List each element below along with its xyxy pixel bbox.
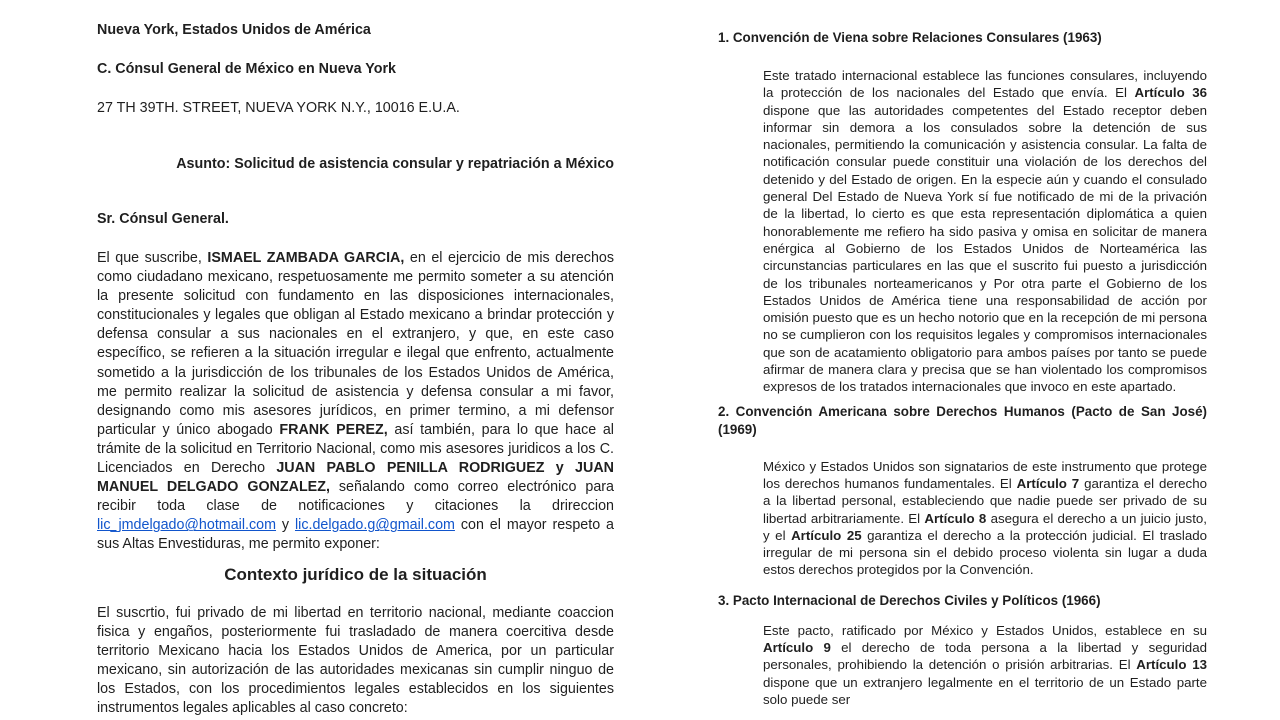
text-run: ISMAEL ZAMBADA GARCIA,	[207, 250, 405, 266]
text-run: así también, para lo que hace al trámite de la solicitud en Territorio Nacional, como mis asesores juridicos a los C. Licenciados en Derecho	[97, 421, 614, 477]
text-run: El que suscribe,	[97, 250, 208, 266]
text-run: Artículo 8	[924, 510, 987, 526]
instrument-heading-2: 2. Convención Americana sobre Derechos Humanos (Pacto de San José) (1969)	[718, 403, 1207, 437]
intro-paragraph	[97, 249, 614, 555]
instrument-heading-1: 1. Convención de Viena sobre Relaciones Consulares (1963)	[718, 30, 1102, 45]
text-run: dispone que un extranjero legalmente en el territorio de un Estado parte solo puede ser	[763, 674, 1207, 707]
recipient-line: C. Cónsul General de México en Nueva York	[97, 61, 397, 77]
email-link[interactable]: lic.delgado.g@gmail.com	[294, 517, 455, 534]
context-paragraph	[97, 604, 614, 719]
text-run: Artículo 13	[1136, 657, 1207, 673]
address-line: 27 TH 39TH. STREET, NUEVA YORK N.Y., 10016 E.U.A.	[97, 100, 460, 116]
text-run: Artículo 36	[1134, 85, 1207, 101]
text-run: garantiza el derecho a la protección judicial. El traslado irregular de mi persona sin el debido proceso violenta sin lugar a duda estos derechos protegidos por la Convención.	[763, 527, 1208, 578]
text-run: asegura el derecho a un juicio justo, y el	[763, 510, 1207, 543]
instrument-heading-3: 3. Pacto Internacional de Derechos Civiles y Políticos (1966)	[718, 592, 1101, 608]
salutation-line: Sr. Cónsul General.	[97, 211, 229, 227]
text-run: y	[276, 517, 295, 534]
text-run: el derecho de toda persona a la libertad y seguridad personales, prohibiendo la detención o prisión arbitrarias. El	[763, 640, 1207, 673]
instrument-paragraph-2	[763, 458, 1207, 579]
city-line: Nueva York, Estados Unidos de América	[97, 22, 371, 38]
section-heading: Contexto jurídico de la situación	[224, 564, 487, 584]
instrument-paragraph-1	[763, 67, 1207, 396]
letter-page-right	[718, 29, 1207, 708]
text-run: Artículo 25	[791, 527, 862, 543]
letter-page-left	[97, 21, 614, 718]
text-run: JUAN PABLO PENILLA RODRIGUEZ y JUAN MANUEL DELGADO GONZALEZ,	[97, 460, 614, 496]
text-run: dispone que las autoridades competentes del Estado receptor deben informar sin demora a los consulados sobre la detención de sus nacionales, permitiendo la comunicación y asistencia consular. La falta de notificación consular puede constituir una violación de los derechos del detenido y del Estado de origen. En la especie aún y cuando el consulado general Del Estado de Nueva York sí fue notificado de mi de la privación de la libertad, lo cierto es que esta representación diplomática a quien honorablemente me refiero ha sido pasiva y omisa en solicitar de manera enérgica al Gobierno de los Estados Unidos de Norteamérica las circunstancias particulares en las que el suscrito fui puesto a jurisdicción de los tribunales norteamericanos y Por otra parte el Gobierno de los Estados Unidos de América tiene una responsabilidad de acción por omisión puesto que es un hecho notorio que en la recepción de mi persona no se cumplieron con los requisitos legales y compromisos internacionales que son de acatamiento obligatorio para ambos países por tanto se puede afirmar de manera clara y precisa que se han violentado los compromisos expresos de los tratados internacionales que invoco en este apartado.	[763, 102, 1207, 395]
email-link[interactable]: lic_jmdelgado@hotmail.com	[97, 517, 277, 534]
text-run: Artículo 9	[763, 640, 831, 656]
text-run: FRANK PEREZ,	[279, 421, 388, 438]
text-run: garantiza el derecho a la libertad personal, estableciendo que nadie puede ser privado de su libertad arbitrariamente. El	[763, 475, 1207, 526]
text-run: con el mayor respeto a sus Altas Envestiduras, me permito exponer:	[97, 517, 615, 553]
text-run: Artículo 7	[1016, 475, 1080, 491]
instrument-paragraph-3	[763, 622, 1207, 708]
text-run: El suscrtio, fui privado de mi libertad en territorio nacional, mediante coaccion fisica y engaños, posteriormente fui trasladado de manera coercitiva desde territorio Mexicano hacia los Estados Unidos de America, por un particular mexicano, sin autorización de las autoridades mexicanas sin cumplir ninguo de los Estados, con los procedimientos legales establecidos en los siguientes instrumentos legales aplicables al caso concreto:	[97, 604, 614, 716]
text-run: señalando como correo electrónico para recibir toda clase de notificaciones y citaciones la drireccion	[97, 479, 614, 515]
text-run: Este tratado internacional establece las funciones consulares, incluyendo la protección de los nacionales del Estado que envía. El	[763, 68, 1207, 101]
text-run: Este pacto, ratificado por México y Estados Unidos, establece en su	[763, 622, 1207, 638]
text-run: en el ejercicio de mis derechos como ciudadano mexicano, respetuosamente me permito someter a su atención la presente solicitud con fundamento en las disposiciones internacionales, constitucionales y legales que obligan al Estado mexicano a brindar protección y defensa consular a sus nacionales en el extranjero, y que, en este caso específico, se refieren a la situación irregular e ilegal que enfrento, actualmente sometido a la jurisdicción de los tribunales de los Estados Unidos de América, me permito realizar la solicitud de asistencia y defensa consular a mi favor, designando como mis asesores jurídicos, en primer termino, a mi defensor particular y único abogado	[97, 250, 614, 438]
text-run: México y Estados Unidos son signatarios de este instrumento que protege los derechos humanos fundamentales. El	[763, 458, 1207, 491]
subject-line: Asunto: Solicitud de asistencia consular y repatriación a México	[176, 156, 614, 172]
